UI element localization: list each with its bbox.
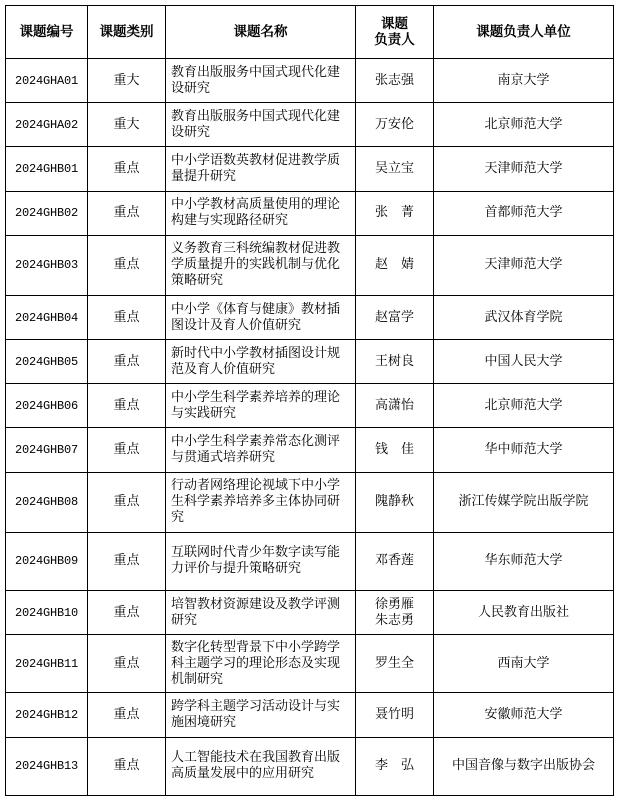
row-unit: 天津师范大学 xyxy=(434,147,614,191)
row-leader: 张志强 xyxy=(356,59,434,103)
row-name: 中小学生科学素养常态化测评与贯通式培养研究 xyxy=(166,428,356,472)
row-leader: 李 弘 xyxy=(356,737,434,795)
row-code: 2024GHB03 xyxy=(6,235,88,295)
row-unit: 浙江传媒学院出版学院 xyxy=(434,472,614,532)
row-category: 重大 xyxy=(88,59,166,103)
row-leader: 聂竹明 xyxy=(356,693,434,737)
header-category: 课题类别 xyxy=(88,6,166,59)
row-unit: 人民教育出版社 xyxy=(434,591,614,635)
row-leader-first: 徐勇雁 xyxy=(374,596,414,612)
row-name: 新时代中小学教材插图设计规范及育人价值研究 xyxy=(166,340,356,384)
row-name: 互联网时代青少年数字读写能力评价与提升策略研究 xyxy=(166,532,356,590)
row-leader: 钱 佳 xyxy=(356,428,434,472)
table-row xyxy=(6,635,614,693)
header-leader-line1: 课题 xyxy=(381,16,408,32)
row-name: 跨学科主题学习活动设计与实施困境研究 xyxy=(166,693,356,737)
row-name: 行动者网络理论视域下中小学生科学素养培养多主体协同研究 xyxy=(166,472,356,532)
row-leader: 吴立宝 xyxy=(356,147,434,191)
table-row xyxy=(6,340,614,384)
row-category: 重点 xyxy=(88,635,166,693)
row-code: 2024GHB09 xyxy=(6,532,88,590)
table-row xyxy=(6,191,614,235)
table-row xyxy=(6,384,614,428)
row-leader: 赵 婧 xyxy=(356,235,434,295)
header-leader xyxy=(356,6,434,59)
row-leader-second: 朱志勇 xyxy=(374,612,414,628)
table-row xyxy=(6,59,614,103)
table-row xyxy=(6,147,614,191)
header-code: 课题编号 xyxy=(6,6,88,59)
header-leader-line2: 负责人 xyxy=(374,32,415,48)
table-row xyxy=(6,235,614,295)
table-row xyxy=(6,591,614,635)
row-leader: 王树良 xyxy=(356,340,434,384)
row-leader: 赵富学 xyxy=(356,295,434,339)
table-row xyxy=(6,737,614,795)
row-leader: 邓香莲 xyxy=(356,532,434,590)
row-category: 重点 xyxy=(88,737,166,795)
row-code: 2024GHB11 xyxy=(6,635,88,693)
row-leader: 万安伦 xyxy=(356,103,434,147)
row-category: 重点 xyxy=(88,591,166,635)
row-unit: 北京师范大学 xyxy=(434,384,614,428)
row-name: 义务教育三科统编教材促进教学质量提升的实践机制与优化策略研究 xyxy=(166,235,356,295)
row-unit: 南京大学 xyxy=(434,59,614,103)
row-leader: 张 菁 xyxy=(356,191,434,235)
row-code: 2024GHB10 xyxy=(6,591,88,635)
row-name: 培智教材资源建设及教学评测研究 xyxy=(166,591,356,635)
table-row xyxy=(6,472,614,532)
row-name: 中小学语数英教材促进教学质量提升研究 xyxy=(166,147,356,191)
row-code: 2024GHA01 xyxy=(6,59,88,103)
table-row xyxy=(6,103,614,147)
row-unit: 中国音像与数字出版协会 xyxy=(434,737,614,795)
row-category: 重点 xyxy=(88,384,166,428)
row-category: 重点 xyxy=(88,472,166,532)
row-name: 教育出版服务中国式现代化建设研究 xyxy=(166,59,356,103)
row-code: 2024GHB06 xyxy=(6,384,88,428)
row-code: 2024GHB04 xyxy=(6,295,88,339)
row-unit: 华中师范大学 xyxy=(434,428,614,472)
row-name: 数字化转型背景下中小学跨学科主题学习的理论形态及实现机制研究 xyxy=(166,635,356,693)
row-unit: 西南大学 xyxy=(434,635,614,693)
row-category: 重点 xyxy=(88,295,166,339)
row-unit: 安徽师范大学 xyxy=(434,693,614,737)
table-row xyxy=(6,295,614,339)
row-name: 教育出版服务中国式现代化建设研究 xyxy=(166,103,356,147)
row-category: 重点 xyxy=(88,147,166,191)
row-category: 重点 xyxy=(88,532,166,590)
header-unit: 课题负责人单位 xyxy=(434,6,614,59)
table-row xyxy=(6,532,614,590)
row-name: 中小学《体育与健康》教材插图设计及育人价值研究 xyxy=(166,295,356,339)
row-category: 重点 xyxy=(88,693,166,737)
table-row xyxy=(6,428,614,472)
row-leader: 高潇怡 xyxy=(356,384,434,428)
projects-table xyxy=(5,5,614,796)
row-leader: 罗生全 xyxy=(356,635,434,693)
row-unit: 华东师范大学 xyxy=(434,532,614,590)
row-category: 重点 xyxy=(88,428,166,472)
header-row xyxy=(6,6,614,59)
row-code: 2024GHB07 xyxy=(6,428,88,472)
row-unit: 北京师范大学 xyxy=(434,103,614,147)
row-code: 2024GHA02 xyxy=(6,103,88,147)
row-name: 中小学教材高质量使用的理论构建与实现路径研究 xyxy=(166,191,356,235)
row-category: 重点 xyxy=(88,235,166,295)
row-code: 2024GHB08 xyxy=(6,472,88,532)
row-code: 2024GHB12 xyxy=(6,693,88,737)
row-code: 2024GHB13 xyxy=(6,737,88,795)
row-category: 重点 xyxy=(88,340,166,384)
header-name: 课题名称 xyxy=(166,6,356,59)
row-code: 2024GHB01 xyxy=(6,147,88,191)
row-leader xyxy=(356,591,434,635)
row-unit: 中国人民大学 xyxy=(434,340,614,384)
row-unit: 武汉体育学院 xyxy=(434,295,614,339)
table-row xyxy=(6,693,614,737)
row-leader: 隗静秋 xyxy=(356,472,434,532)
row-code: 2024GHB05 xyxy=(6,340,88,384)
row-category: 重点 xyxy=(88,191,166,235)
row-category: 重大 xyxy=(88,103,166,147)
row-unit: 天津师范大学 xyxy=(434,235,614,295)
row-unit: 首都师范大学 xyxy=(434,191,614,235)
row-code: 2024GHB02 xyxy=(6,191,88,235)
row-name: 人工智能技术在我国教育出版高质量发展中的应用研究 xyxy=(166,737,356,795)
row-name: 中小学生科学素养培养的理论与实践研究 xyxy=(166,384,356,428)
